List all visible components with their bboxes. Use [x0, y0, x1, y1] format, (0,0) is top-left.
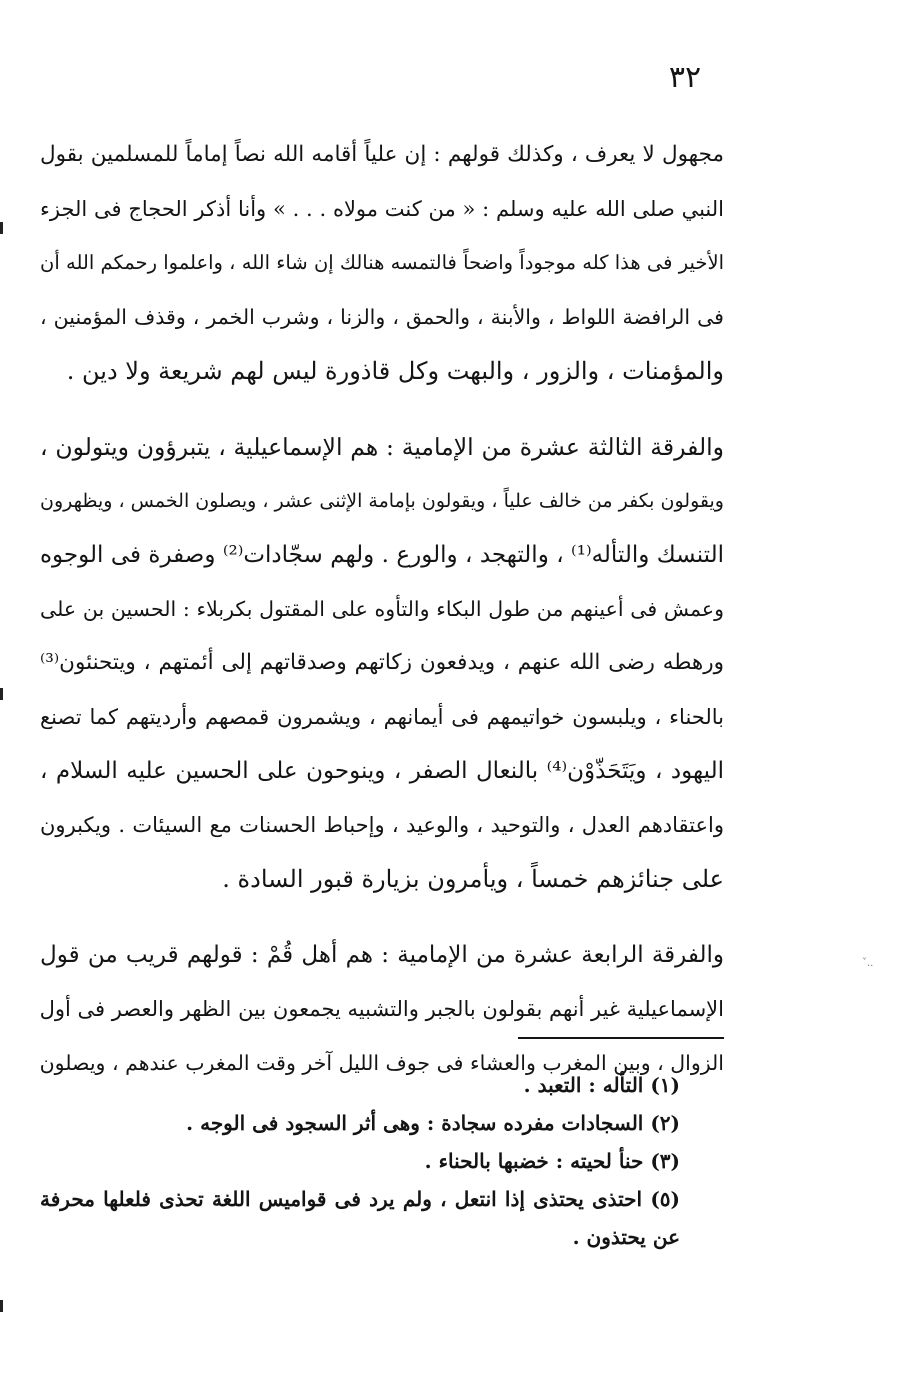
text-line: الأخير فى هذا كله موجوداً واضحاً فالتمسه هنالك إن شاء الله ، واعلموا رحمكم الله أن	[40, 251, 724, 274]
text-line: مجهول لا يعرف ، وكذلك قولهم : إن علياً أقامه الله نصاً إماماً للمسلمين بقول	[40, 142, 724, 167]
footnote-continuation: عن يحتذون .	[572, 1225, 680, 1249]
paragraph	[40, 420, 724, 906]
text-line: والفرقة الثالثة عشرة من الإمامية : هم الإسماعيلية ، يتبرؤون ويتولون ،	[40, 433, 724, 461]
footnote	[40, 1066, 680, 1104]
scan-speck: ˇ..	[862, 958, 874, 969]
text-line: اليهود ، ويَتَحَذّوْن⁽⁴⁾ بالنعال الصفر ، وينوحون على الحسين عليه السلام ،	[40, 758, 724, 784]
text-line: والفرقة الرابعة عشرة من الإمامية : هم أهل قُمْ : قولهم قريب من قول	[40, 942, 724, 968]
footnote-divider	[518, 1037, 724, 1039]
text-line: بالحناء ، ويلبسون خواتيمهم فى أيمانهم ، ويشمرون قمصهم وأرديتهم كما تصنع	[40, 705, 724, 729]
main-text	[40, 128, 724, 1090]
text-line: واعتقادهم العدل ، والتوحيد ، والوعيد ، وإحباط الحسنات مع السيئات . ويكبرون	[40, 813, 724, 837]
scan-edge-mark	[0, 688, 3, 700]
footnote-text: حنأ لحيته : خضبها بالحناء .	[424, 1149, 644, 1173]
paragraph	[40, 128, 724, 398]
text-line: على جنائزهم خمساً ، ويأمرون بزيارة قبور السادة .	[222, 865, 724, 893]
text-line: الإسماعيلية غير أنهم بقولون بالجبر والتشبيه يجمعون بين الظهر والعصر فى أول	[40, 997, 724, 1021]
footnote-marker: (٢)	[650, 1111, 680, 1135]
footnote-marker: (٥)	[650, 1187, 680, 1211]
footnotes	[40, 1066, 680, 1256]
footnote-text: احتذى يحتذى إذا انتعل ، ولم يرد فى قواميس اللغة تحذى فلعلها محرفة	[40, 1187, 643, 1211]
scan-edge-mark	[0, 222, 3, 234]
footnote-text: السجادات مفرده سجادة : وهى أثر السجود فى الوجه .	[186, 1111, 644, 1135]
footnote-marker: (١)	[650, 1073, 680, 1097]
text-line: الزوال ، وبين المغرب والعشاء فى جوف الليل آخر وقت المغرب عندهم ، ويصلون	[40, 1051, 724, 1075]
text-line: فى الرافضة اللواط ، والأبنة ، والحمق ، والزنا ، وشرب الخمر ، وقذف المؤمنين ،	[40, 305, 724, 329]
scan-edge-mark	[0, 1300, 3, 1312]
footnote-text: التأله : التعبد .	[523, 1073, 644, 1097]
footnote-marker: (٣)	[650, 1149, 680, 1173]
text-line: النبي صلى الله عليه وسلم : « من كنت مولاه . . . » وأنا أذكر الحجاج فى الجزء	[40, 197, 724, 221]
footnote	[40, 1104, 680, 1142]
footnote	[40, 1142, 680, 1180]
text-line: ورهطه رضى الله عنهم ، ويدفعون زكاتهم وصدقاتهم إلى أئمتهم ، ويتحنئون⁽³⁾	[40, 650, 724, 675]
text-line: والمؤمنات ، والزور ، والبهت وكل قاذورة ليس لهم شريعة ولا دين .	[66, 357, 724, 385]
text-line: وعمش فى أعينهم من طول البكاء والتأوه على المقتول بكربلاء : الحسين بن على	[40, 597, 724, 621]
page-number: ٣٢	[668, 60, 702, 95]
text-line: ويقولون بكفر من خالف علياً ، ويقولون بإمامة الإثنى عشر ، ويصلون الخمس ، ويظهرون	[40, 490, 724, 512]
text-line: التنسك والتأله⁽¹⁾ ، والتهجد ، والورع . ولهم سجّادات⁽²⁾ وصفرة فى الوجوه	[40, 542, 724, 568]
footnote	[40, 1180, 680, 1218]
